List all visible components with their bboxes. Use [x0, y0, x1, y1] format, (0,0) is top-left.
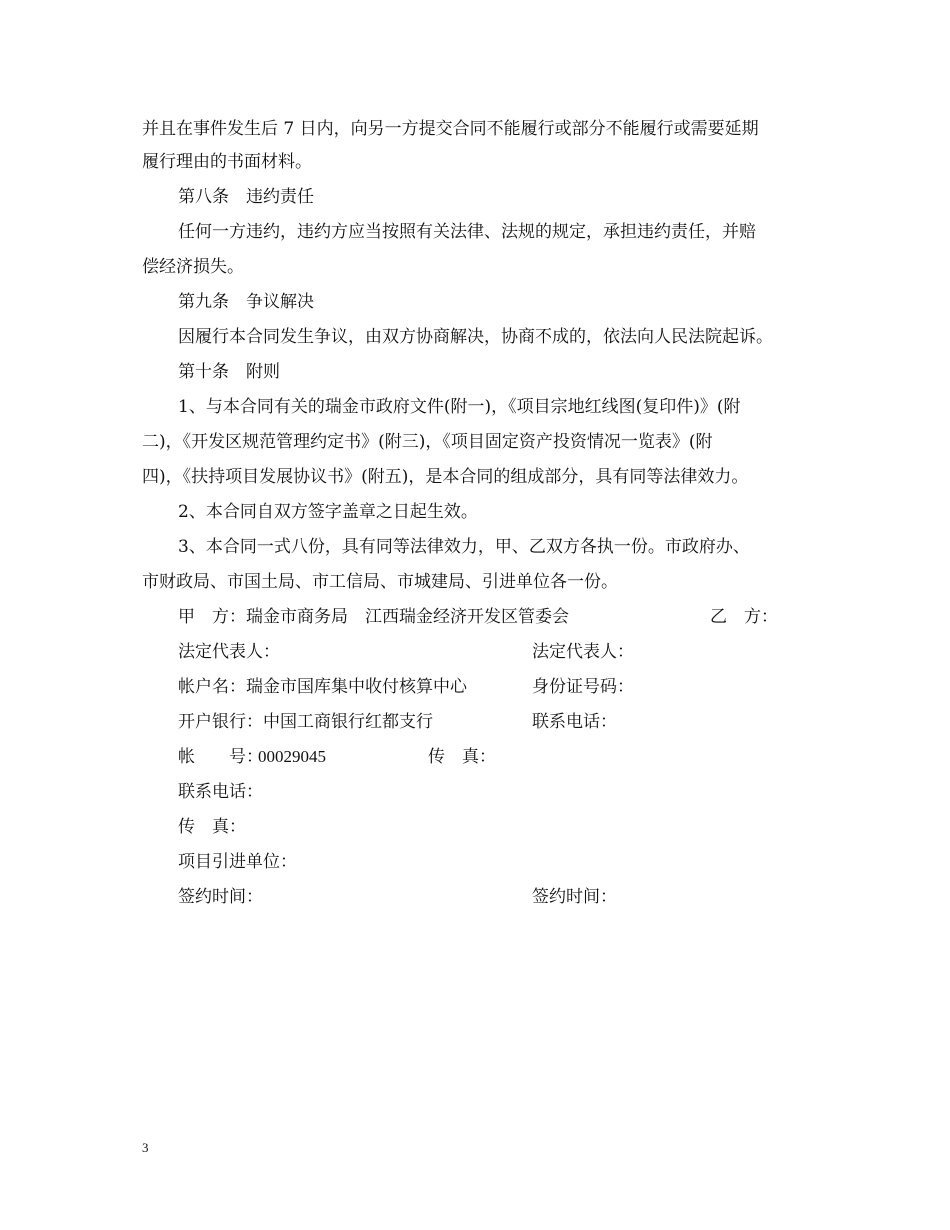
phone-b-label: 联系电话： — [532, 712, 617, 732]
account-number-label: 帐 号： — [178, 747, 263, 767]
account-name: 帐户名：瑞金市国库集中收付核算中心 — [178, 677, 467, 697]
account-number: 00029045 — [258, 747, 326, 766]
legal-rep-a: 法定代表人： — [178, 642, 280, 662]
party-b-label: 乙 方： — [710, 607, 778, 627]
paragraph-line: 并且在事件发生后 7 日内，向另一方提交合同不能履行或部分不能履行或需要延期 — [142, 119, 759, 139]
id-number-label: 身份证号码： — [532, 677, 634, 697]
sign-time-a: 签约时间： — [178, 887, 263, 907]
paragraph-line: 1、与本合同有关的瑞金市政府文件(附一)，《项目宗地红线图(复印件)》(附 — [178, 397, 741, 417]
paragraph-line: 因履行本合同发生争议，由双方协商解决，协商不成的，依法向人民法院起诉。 — [178, 327, 773, 347]
paragraph-line: 2、本合同自双方签字盖章之日起生效。 — [178, 502, 478, 522]
party-a-label: 甲 方：瑞金市商务局 江西瑞金经济开发区管委会 — [178, 607, 569, 627]
paragraph-line: 四)，《扶持项目发展协议书》(附五)，是本合同的组成部分，具有同等法律效力。 — [142, 467, 749, 487]
paragraph-line: 任何一方违约，违约方应当按照有关法律、法规的规定，承担违约责任，并赔 — [178, 222, 756, 242]
article-10-title: 第十条 附则 — [178, 362, 280, 382]
bank-label: 开户银行：中国工商银行红都支行 — [178, 712, 433, 732]
paragraph-line: 偿经济损失。 — [142, 257, 244, 277]
sign-time-b: 签约时间： — [532, 887, 617, 907]
fax-a-label: 传 真： — [178, 817, 246, 837]
paragraph-line: 3、本合同一式八份，具有同等法律效力，甲、乙双方各执一份。市政府办、 — [178, 537, 750, 557]
paragraph-line: 二)，《开发区规范管理约定书》(附三)，《项目固定资产投资情况一览表》(附 — [142, 432, 713, 452]
legal-rep-b: 法定代表人： — [532, 642, 634, 662]
phone-a-label: 联系电话： — [178, 782, 263, 802]
fax-b-label: 传 真： — [428, 747, 496, 767]
article-8-title: 第八条 违约责任 — [178, 187, 314, 207]
introducer-label: 项目引进单位： — [178, 852, 297, 872]
article-9-title: 第九条 争议解决 — [178, 292, 314, 312]
page-number: 3 — [142, 1140, 149, 1155]
paragraph-line: 履行理由的书面材料。 — [142, 152, 312, 172]
paragraph-line: 市财政局、市国土局、市工信局、市城建局、引进单位各一份。 — [142, 572, 618, 592]
